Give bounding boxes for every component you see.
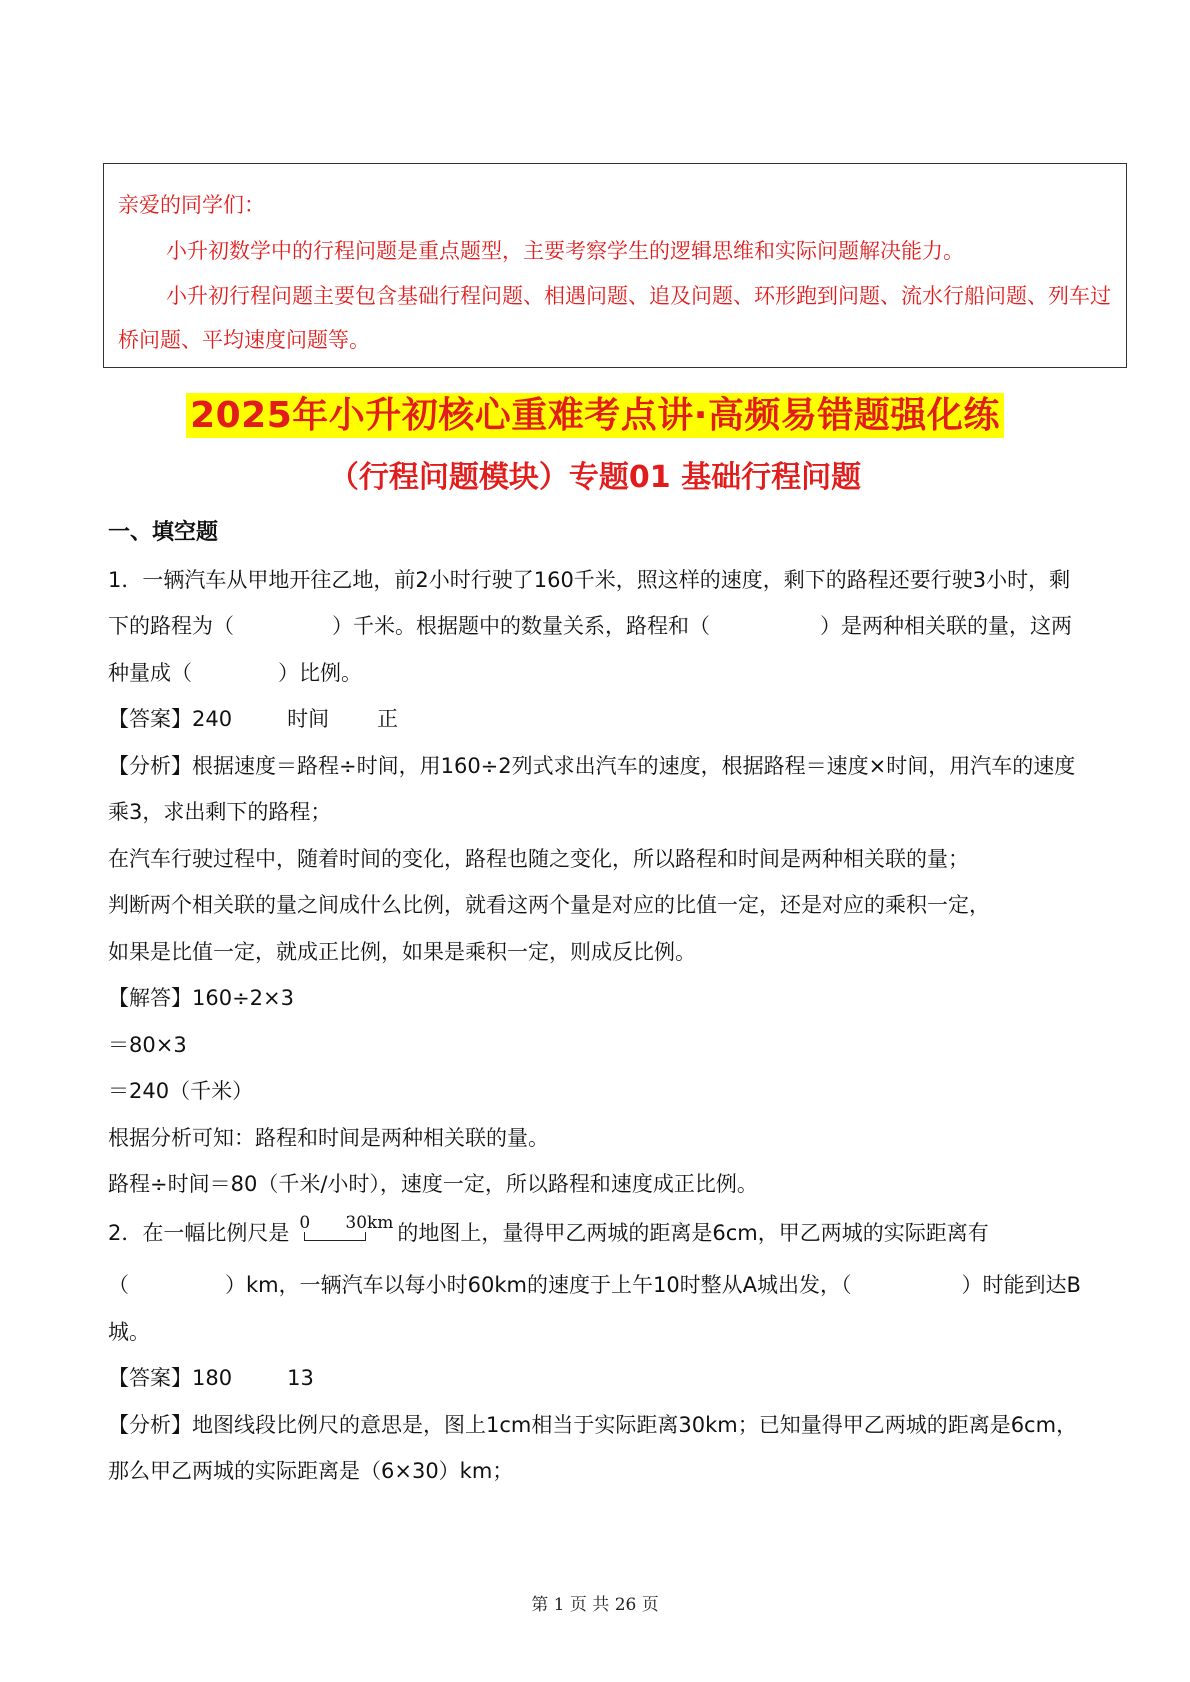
q2-text-a: 2．在一幅比例尺是	[108, 1220, 290, 1245]
q2-text-e: ）时能到达B城。	[108, 1273, 1081, 1344]
q1-solution-step-2: ＝80×3	[108, 1032, 187, 1057]
scale-bar-figure	[293, 1212, 393, 1246]
q1-analysis-line-4: 如果是比值一定，就成正比例，如果是乘积一定，则成反比例。	[108, 939, 696, 964]
main-title	[0, 387, 1190, 438]
intro-paragraph-1: 小升初数学中的行程问题是重点题型，主要考察学生的逻辑思维和实际问题解决能力。	[166, 239, 964, 263]
q1-answer-1: 240	[192, 707, 233, 731]
page-footer: 第 1 页 共 26 页	[531, 1595, 659, 1615]
q2-answer-1: 180	[192, 1366, 233, 1390]
q2-text-b: 的地图上，量得甲乙两城的距离是6cm，甲乙两城的实际距离有	[397, 1220, 989, 1245]
q1-analysis-line-1: 根据速度＝路程÷时间，用160÷2列式求出汽车的速度，根据路程＝速度×时间，用汽车的速度乘3，求出剩下的路程；	[108, 753, 1076, 824]
q2-answer-2: 13	[287, 1366, 314, 1390]
q1-analysis-line-2: 在汽车行驶过程中，随着时间的变化，路程也随之变化，所以路程和时间是两种相关联的量；	[108, 846, 969, 871]
scale-km-label: 30km	[345, 1212, 394, 1233]
q1-text-a: 1．一辆汽车从甲地开往乙地，前2小时行驶了160千米，照这样的速度，剩下的路程还要行驶3小时，剩下的路程为（	[108, 567, 1071, 638]
q1-analysis-line-3: 判断两个相关联的量之间成什么比例，就看这两个量是对应的比值一定，还是对应的乘积一定，	[108, 893, 990, 917]
question-2-line-2	[108, 1262, 1083, 1355]
answer-label: 【答案】	[108, 1366, 192, 1390]
scale-zero-label: 0	[299, 1212, 311, 1233]
intro-box	[103, 163, 1127, 368]
intro-paragraph-2: 小升初行程问题主要包含基础行程问题、相遇问题、追及问题、环形跑到问题、流水行船问题、列车过桥问题、平均速度问题等。	[118, 284, 1111, 352]
answer-label: 【答案】	[108, 707, 192, 731]
q1-conclusion-2: 路程÷时间＝80（千米/小时），速度一定，所以路程和速度成正比例。	[108, 1172, 758, 1196]
content-body	[108, 510, 1083, 1495]
q1-answer-2: 时间	[287, 707, 330, 731]
solution-label: 【解答】	[108, 986, 192, 1010]
question-1	[108, 557, 1083, 697]
q1-analysis	[108, 743, 1083, 836]
q1-solution-step-1: 160÷2×3	[192, 986, 294, 1010]
q2-answer	[108, 1355, 1083, 1402]
q1-conclusion-1: 根据分析可知：路程和时间是两种相关联的量。	[108, 1125, 549, 1150]
main-title-text: 2025年小升初核心重难考点讲·高频易错题强化练	[186, 393, 1004, 438]
q1-text-d: ）比例。	[278, 660, 362, 685]
q1-answer	[108, 696, 1083, 743]
scale-bar-line	[304, 1232, 366, 1241]
analysis-label: 【分析】	[108, 753, 192, 778]
q1-answer-3: 正	[377, 707, 399, 731]
intro-greeting: 亲爱的同学们：	[118, 193, 265, 217]
q2-text-d: ）km，一辆汽车以每小时60km的速度于上午10时整从A城出发，（	[225, 1273, 852, 1297]
q1-text-c: ）是两种相关联的量，这两种量成（	[108, 614, 1072, 685]
section-heading: 一、填空题	[108, 520, 219, 545]
analysis-label: 【分析】	[108, 1412, 192, 1437]
q1-solution	[108, 975, 1083, 1022]
q2-analysis-text: 地图线段比例尺的意思是，图上1cm相当于实际距离30km；已知量得甲乙两城的距离是6cm，那么甲乙两城的实际距离是（6×30）km；	[108, 1412, 1078, 1483]
q2-text-c: （	[108, 1273, 129, 1297]
q1-text-b: ）千米。根据题中的数量关系，路程和（	[332, 614, 710, 638]
q1-solution-step-3: ＝240（千米）	[108, 1079, 254, 1103]
sub-title: （行程问题模块）专题01 基础行程问题	[328, 460, 862, 495]
question-2	[108, 1210, 1083, 1257]
q2-analysis	[108, 1402, 1083, 1495]
